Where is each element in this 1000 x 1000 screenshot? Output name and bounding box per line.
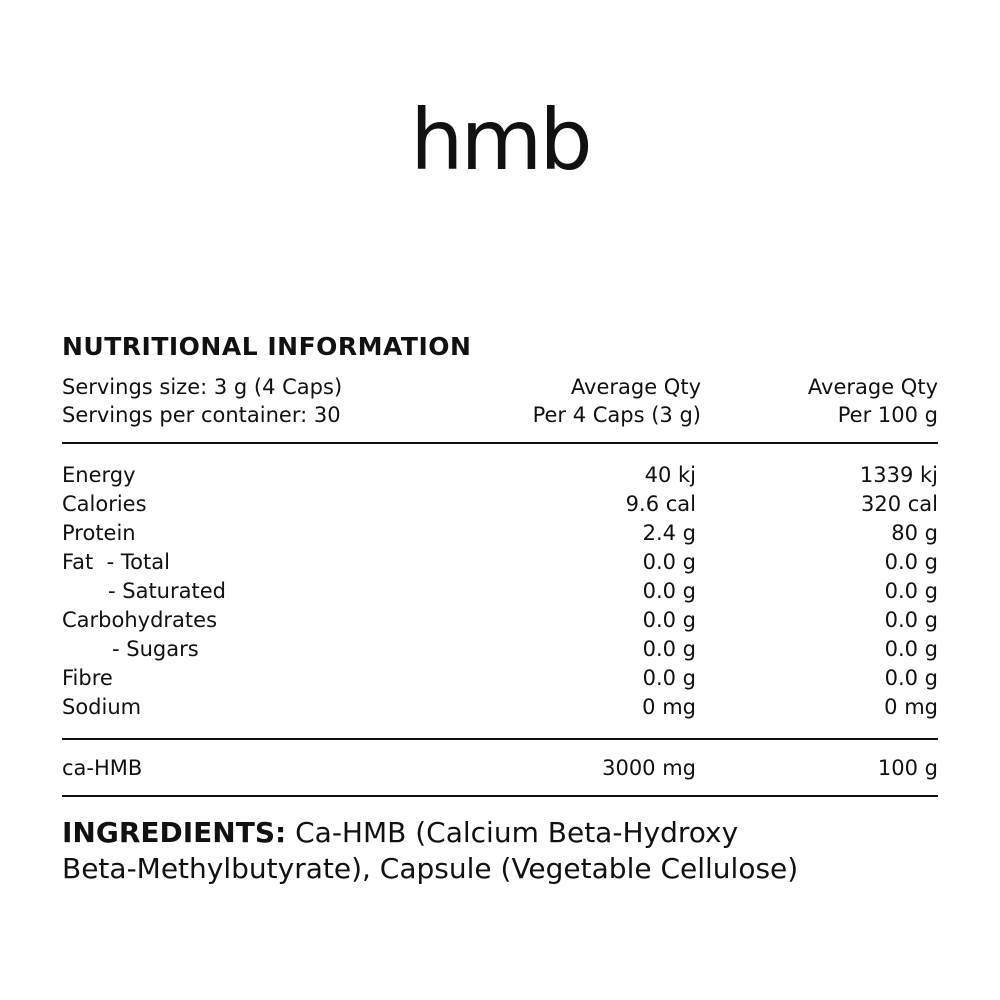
serving-size: Servings size: 3 g (4 Caps): [62, 375, 343, 399]
table-row: [62, 693, 938, 722]
nutrient-sublabel: - Sugars: [112, 637, 199, 661]
value-per-serve: 3000 mg: [602, 756, 696, 780]
value-per-100g: 0.0 g: [884, 637, 938, 661]
value-per-serve: 0 mg: [642, 695, 696, 719]
nutrient-label: Fibre: [62, 666, 113, 690]
ingredients-text-line-1: Ca-HMB (Calcium Beta-Hydroxy: [286, 816, 739, 849]
value-per-serve: 9.6 cal: [625, 492, 696, 516]
value-per-serve: 0.0 g: [642, 608, 696, 632]
ingredients-text-line-2: Beta-Methylbutyrate), Capsule (Vegetable Cellulose): [62, 852, 799, 885]
column-header-per-serve: Average Qty: [570, 375, 701, 399]
nutrient-label: Fat - Total: [62, 550, 170, 574]
table-row: [62, 548, 938, 577]
value-per-100g: 0 mg: [884, 695, 938, 719]
nutrient-label: Calories: [62, 492, 147, 516]
value-per-100g: 320 cal: [860, 492, 938, 516]
nutrient-sublabel: - Saturated: [108, 579, 226, 603]
table-row: [62, 635, 938, 664]
value-per-100g: 0.0 g: [884, 608, 938, 632]
panel-meta-row-2: [62, 401, 938, 429]
value-per-100g: 80 g: [891, 521, 938, 545]
table-row: [62, 490, 938, 519]
value-per-100g: 100 g: [877, 756, 938, 780]
divider-top: [62, 442, 938, 444]
active-label: ca-HMB: [62, 756, 143, 780]
ingredients-label: INGREDIENTS:: [62, 816, 287, 849]
table-row: [62, 664, 938, 693]
divider-bottom: [62, 795, 938, 797]
column-subheader-per-serve: Per 4 Caps (3 g): [532, 403, 701, 427]
panel-meta-row-1: [62, 373, 938, 401]
value-per-100g: 0.0 g: [884, 579, 938, 603]
nutrient-label: Carbohydrates: [62, 608, 218, 632]
value-per-serve: 0.0 g: [642, 550, 696, 574]
value-per-100g: 0.0 g: [884, 550, 938, 574]
column-subheader-per-100g: Per 100 g: [837, 403, 938, 427]
column-header-per-100g: Average Qty: [807, 375, 938, 399]
table-row: [62, 606, 938, 635]
value-per-serve: 0.0 g: [642, 579, 696, 603]
ingredients-block: [62, 815, 938, 887]
value-per-serve: 0.0 g: [642, 637, 696, 661]
servings-per-container: Servings per container: 30: [62, 403, 341, 427]
nutrient-label: Protein: [62, 521, 136, 545]
table-row: [62, 577, 938, 606]
nutrient-label: Sodium: [62, 695, 142, 719]
value-per-serve: 0.0 g: [642, 666, 696, 690]
table-row: [62, 461, 938, 490]
value-per-serve: 2.4 g: [642, 521, 696, 545]
panel-heading: NUTRITIONAL INFORMATION: [62, 332, 472, 361]
brand-logo: hmb: [410, 91, 590, 189]
value-per-serve: 40 kj: [644, 463, 696, 487]
value-per-100g: 1339 kj: [859, 463, 938, 487]
active-ingredient-row: [62, 754, 938, 783]
divider-middle: [62, 738, 938, 740]
nutrient-label: Energy: [62, 463, 136, 487]
value-per-100g: 0.0 g: [884, 666, 938, 690]
table-row: [62, 519, 938, 548]
